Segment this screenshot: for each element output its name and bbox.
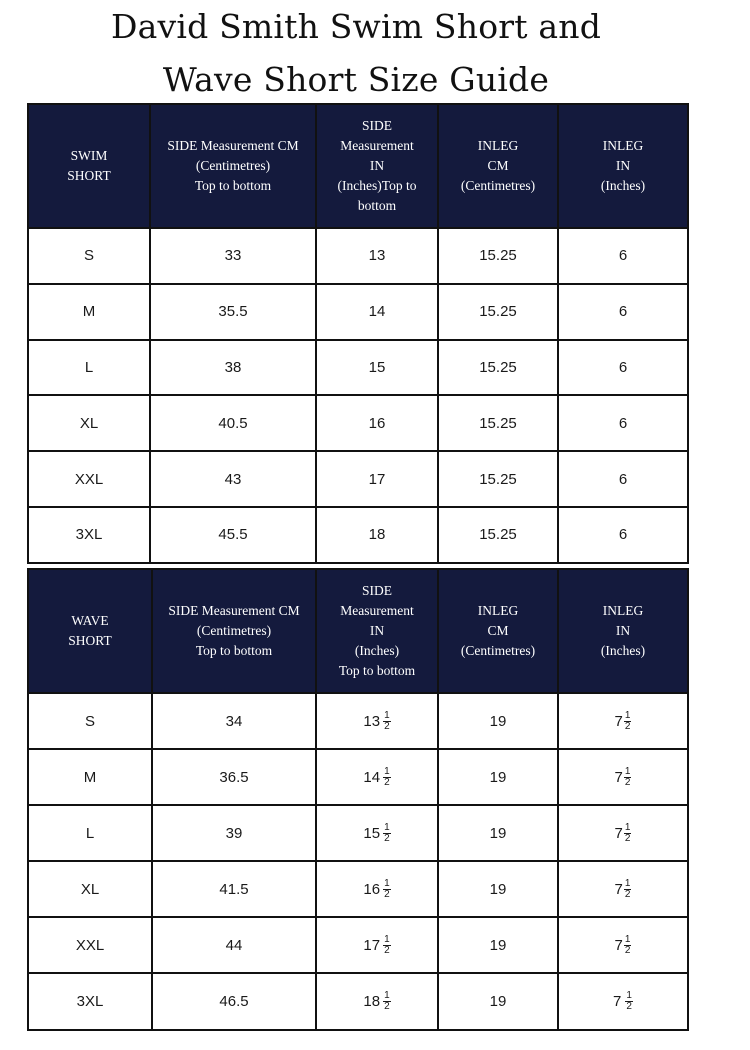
column-header-line: INLEG [602,138,644,153]
table-row [28,451,688,507]
fraction-numerator: 1 [384,933,390,945]
column-header-line: IN [369,623,385,638]
fraction-numerator: 1 [384,765,390,777]
half-fraction [383,879,391,900]
inleg-in-cell [558,861,688,917]
inleg-cm-cell: 19 [438,805,558,861]
column-header [558,104,688,228]
table-row [28,507,688,563]
inleg-in-whole: 7 [613,993,622,1011]
side-cm-cell: 34 [152,693,316,749]
column-header-line: (Inches) [600,178,646,193]
inleg-in-cell [558,749,688,805]
page-title-line-2: Wave Short Size Guide [162,60,550,99]
column-header [316,569,438,693]
fraction-denominator: 2 [624,720,631,732]
side-in-cell: 13 [316,228,438,284]
column-header [28,104,150,228]
fraction-denominator: 2 [384,944,390,956]
column-header [28,569,152,693]
inleg-cm-cell: 15.25 [438,395,558,451]
half-fraction [383,991,391,1012]
table-row [28,228,688,284]
page-title [0,0,712,106]
half-fraction [624,711,632,732]
fraction-numerator: 1 [624,933,631,945]
side-cm-cell: 40.5 [150,395,316,451]
column-header-line: WAVE [71,613,109,628]
fraction-denominator: 2 [626,1001,632,1013]
half-fraction [383,935,391,956]
inleg-cm-cell: 15.25 [438,340,558,396]
half-fraction [383,767,391,788]
size-cell: XXL [28,917,152,973]
column-header-line: (Centimetres) [460,643,536,658]
column-header-line: (Centimetres) [196,623,272,638]
side-in-cell [316,749,438,805]
inleg-in-cell [558,693,688,749]
column-header-line: IN [369,158,385,173]
column-header-line: (Centimetres) [195,158,271,173]
inleg-cm-cell: 19 [438,973,558,1029]
size-cell: 3XL [28,973,152,1029]
size-cell: S [28,693,152,749]
inleg-cm-cell: 15.25 [438,228,558,284]
inleg-in-cell [558,805,688,861]
table-body [28,228,688,563]
page-title-line-1: David Smith Swim Short and [110,7,602,46]
side-in-cell [316,693,438,749]
column-header-line: (Centimetres) [460,178,536,193]
column-header-line: SIDE Measurement CM [168,603,300,618]
half-fraction [624,879,632,900]
side-in-whole: 16 [363,880,381,898]
side-cm-cell: 43 [150,451,316,507]
side-in-whole: 14 [363,768,381,786]
column-header-line: Measurement [340,138,414,153]
table-row [28,693,688,749]
column-header [152,569,316,693]
fraction-denominator: 2 [384,1001,390,1013]
fraction-denominator: 2 [624,776,631,788]
side-cm-cell: 39 [152,805,316,861]
table-body [28,693,688,1030]
side-cm-cell: 45.5 [150,507,316,563]
fraction-denominator: 2 [384,720,390,732]
column-header-line: CM [487,623,509,638]
side-in-cell [316,805,438,861]
column-header-line: Top to bottom [195,643,273,658]
half-fraction [624,935,632,956]
column-header-line: CM [487,158,509,173]
side-in-whole: 18 [363,993,381,1011]
column-header [438,569,558,693]
half-fraction [383,823,391,844]
inleg-cm-cell: 19 [438,917,558,973]
fraction-numerator: 1 [384,821,390,833]
fraction-numerator: 1 [626,990,632,1002]
inleg-cm-cell: 19 [438,861,558,917]
half-fraction [624,767,632,788]
fraction-numerator: 1 [384,990,390,1002]
column-header [438,104,558,228]
fraction-denominator: 2 [384,776,390,788]
column-header-line: SIDE [362,583,392,598]
fraction-denominator: 2 [624,832,631,844]
table-row [28,917,688,973]
table-row [28,340,688,396]
side-in-cell [316,861,438,917]
inleg-in-cell: 6 [558,340,688,396]
column-header [558,569,688,693]
inleg-in-whole: 7 [614,880,623,898]
column-header-line: SIDE Measurement CM [167,138,299,153]
side-in-cell: 16 [316,395,438,451]
inleg-in-cell: 6 [558,507,688,563]
size-cell: XXL [28,451,150,507]
swim-short-size-table [27,103,689,564]
column-header-line: INLEG [602,603,644,618]
fraction-numerator: 1 [384,709,390,721]
inleg-cm-cell: 19 [438,693,558,749]
fraction-numerator: 1 [624,821,631,833]
side-in-cell: 17 [316,451,438,507]
side-in-whole: 13 [363,712,381,730]
inleg-cm-cell: 15.25 [438,284,558,340]
size-cell: 3XL [28,507,150,563]
size-cell: XL [28,861,152,917]
side-cm-cell: 46.5 [152,973,316,1029]
column-header-line: INLEG [477,603,519,618]
side-in-cell: 18 [316,507,438,563]
table-header-row [28,104,688,228]
table-row [28,805,688,861]
column-header-line: SIDE [362,118,392,133]
inleg-in-whole: 7 [614,712,623,730]
inleg-in-cell [558,973,688,1029]
fraction-denominator: 2 [384,832,390,844]
size-cell: S [28,228,150,284]
fraction-numerator: 1 [384,877,390,889]
table-row [28,861,688,917]
column-header-line: IN [615,623,631,638]
side-cm-cell: 36.5 [152,749,316,805]
column-header-line: SWIM [70,148,108,163]
table-header-row [28,569,688,693]
inleg-in-whole: 7 [614,936,623,954]
table-row [28,395,688,451]
inleg-in-whole: 7 [614,768,623,786]
fraction-denominator: 2 [384,888,390,900]
column-header [150,104,316,228]
column-header-line: INLEG [477,138,519,153]
side-in-whole: 17 [363,936,381,954]
inleg-in-cell: 6 [558,451,688,507]
column-header-line: IN [615,158,631,173]
table-row [28,284,688,340]
side-in-whole: 15 [363,824,381,842]
fraction-denominator: 2 [624,888,631,900]
side-cm-cell: 35.5 [150,284,316,340]
inleg-cm-cell: 15.25 [438,507,558,563]
half-fraction [624,823,632,844]
size-cell: L [28,340,150,396]
side-cm-cell: 41.5 [152,861,316,917]
size-cell: M [28,749,152,805]
inleg-in-cell: 6 [558,228,688,284]
column-header-line: Top to bottom [194,178,272,193]
column-header-line: Measurement [340,603,414,618]
side-cm-cell: 38 [150,340,316,396]
fraction-numerator: 1 [624,765,631,777]
column-header-line: SHORT [67,168,111,183]
side-cm-cell: 33 [150,228,316,284]
column-header-line: SHORT [68,633,112,648]
side-in-cell: 14 [316,284,438,340]
side-in-cell [316,917,438,973]
inleg-cm-cell: 15.25 [438,451,558,507]
inleg-in-cell: 6 [558,284,688,340]
table-row [28,973,688,1029]
column-header-line: (Inches) [354,643,400,658]
column-header-line: (Inches)Top to [337,178,417,193]
column-header-line: bottom [357,198,397,213]
fraction-denominator: 2 [624,944,631,956]
inleg-in-cell [558,917,688,973]
size-cell: XL [28,395,150,451]
half-fraction [625,991,633,1012]
fraction-numerator: 1 [624,877,631,889]
table-row [28,749,688,805]
size-cell: L [28,805,152,861]
half-fraction [383,711,391,732]
wave-short-size-table [27,568,689,1031]
size-cell: M [28,284,150,340]
column-header-line: Top to bottom [338,663,416,678]
inleg-in-cell: 6 [558,395,688,451]
inleg-in-whole: 7 [614,824,623,842]
side-in-cell: 15 [316,340,438,396]
inleg-cm-cell: 19 [438,749,558,805]
fraction-numerator: 1 [624,709,631,721]
side-in-cell [316,973,438,1029]
column-header-line: (Inches) [600,643,646,658]
side-cm-cell: 44 [152,917,316,973]
column-header [316,104,438,228]
